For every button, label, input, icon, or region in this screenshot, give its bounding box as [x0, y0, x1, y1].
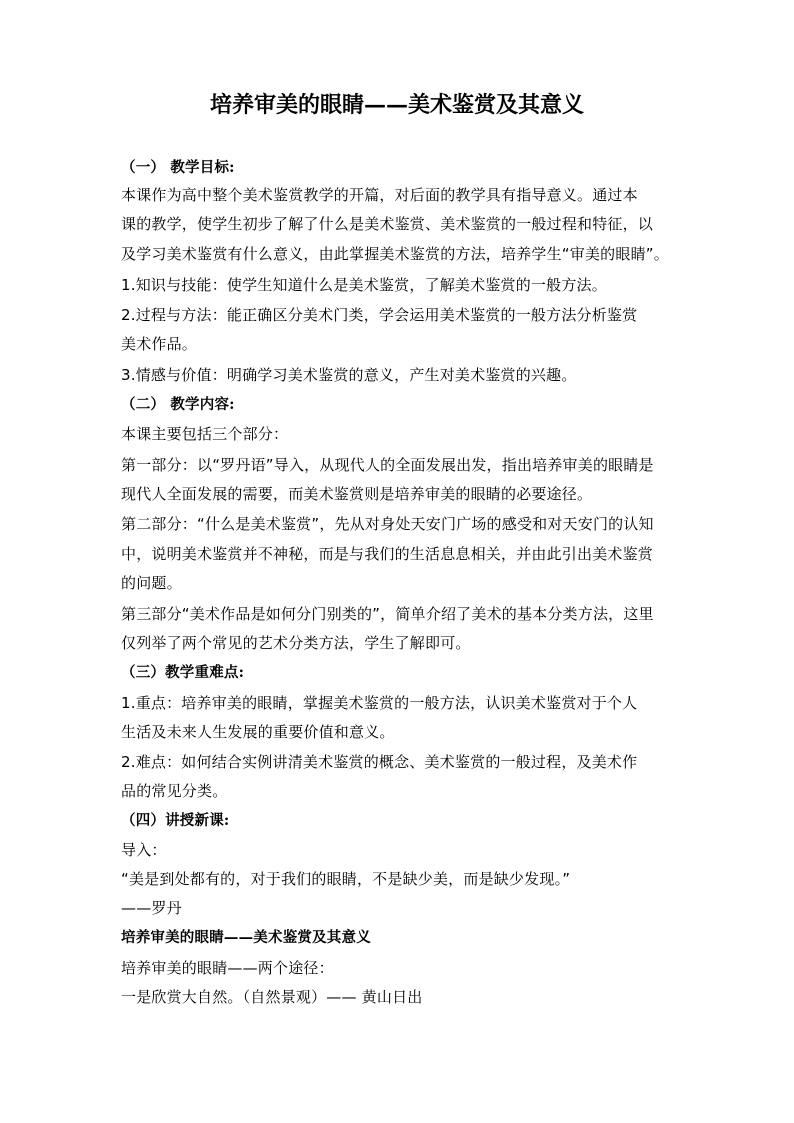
section-heading-teaching-goals: （一） 教学目标:	[121, 159, 235, 176]
paragraph-line: 第二部分：“什么是美术鉴赏”，先从对身处天安门广场的感受和对天安门的认知	[121, 515, 654, 533]
paragraph-line: 及学习美术鉴赏有什么意义，由此掌握美术鉴赏的方法，培养学生“审美的眼睛”。	[121, 245, 669, 263]
quote-attribution: ——罗丹	[121, 899, 182, 917]
section-heading-key-points: （三）教学重难点:	[121, 664, 245, 681]
paragraph-line: 一是欣赏大自然。（自然景观）—— 黄山日出	[121, 988, 423, 1006]
paragraph-line: 现代人全面发展的需要，而美术鉴赏则是培养审美的眼睛的必要途径。	[121, 485, 593, 503]
paragraph-line: 2.难点：如何结合实例讲清美术鉴赏的概念、美术鉴赏的一般过程，及美术作	[121, 753, 638, 771]
paragraph-line: 美术作品。	[121, 335, 198, 353]
paragraph-line: 本课作为高中整个美术鉴赏教学的开篇，对后面的教学具有指导意义。通过本	[121, 186, 638, 204]
paragraph-line: 仅列举了两个常见的艺术分类方法，学生了解即可。	[121, 634, 471, 652]
paragraph-line: 2.过程与方法：能正确区分美术门类，学会运用美术鉴赏的一般方法分析鉴赏	[121, 306, 638, 324]
subheading: 培养审美的眼睛——美术鉴赏及其意义	[121, 929, 371, 946]
paragraph-line: 3.情感与价值：明确学习美术鉴赏的意义，产生对美术鉴赏的兴趣。	[121, 366, 577, 384]
document-title: 培养审美的眼睛——美术鉴赏及其意义	[209, 92, 584, 118]
paragraph-line: 第三部分“美术作品是如何分门别类的”，简单介绍了美术的基本分类方法，这里	[121, 605, 654, 623]
paragraph-line: 导入：	[121, 841, 167, 859]
section-heading-new-lesson: （四）讲授新课:	[121, 812, 230, 829]
paragraph-line: 培养审美的眼睛——两个途径：	[121, 959, 334, 977]
paragraph-line: 品的常见分类。	[121, 782, 228, 800]
paragraph-line: 1.知识与技能：使学生知道什么是美术鉴赏，了解美术鉴赏的一般方法。	[121, 276, 607, 294]
paragraph-line: 第一部分：以“罗丹语”导入，从现代人的全面发展出发，指出培养审美的眼睛是	[121, 456, 654, 474]
paragraph-line: 1.重点：培养审美的眼睛，掌握美术鉴赏的一般方法，认识美术鉴赏对于个人	[121, 694, 638, 712]
paragraph-line: 课的教学，使学生初步了解了什么是美术鉴赏、美术鉴赏的一般过程和特征，以	[121, 215, 654, 233]
section-heading-teaching-content: （二） 教学内容:	[121, 396, 235, 413]
paragraph-line: 本课主要包括三个部分：	[121, 425, 289, 443]
quote-line: “美是到处都有的，对于我们的眼睛，不是缺少美，而是缺少发现。”	[121, 870, 571, 888]
paragraph-line: 中，说明美术鉴赏并不神秘，而是与我们的生活息息相关，并由此引出美术鉴赏	[121, 545, 654, 563]
paragraph-line: 的问题。	[121, 574, 182, 592]
paragraph-line: 生活及未来人生发展的重要价值和意义。	[121, 723, 395, 741]
